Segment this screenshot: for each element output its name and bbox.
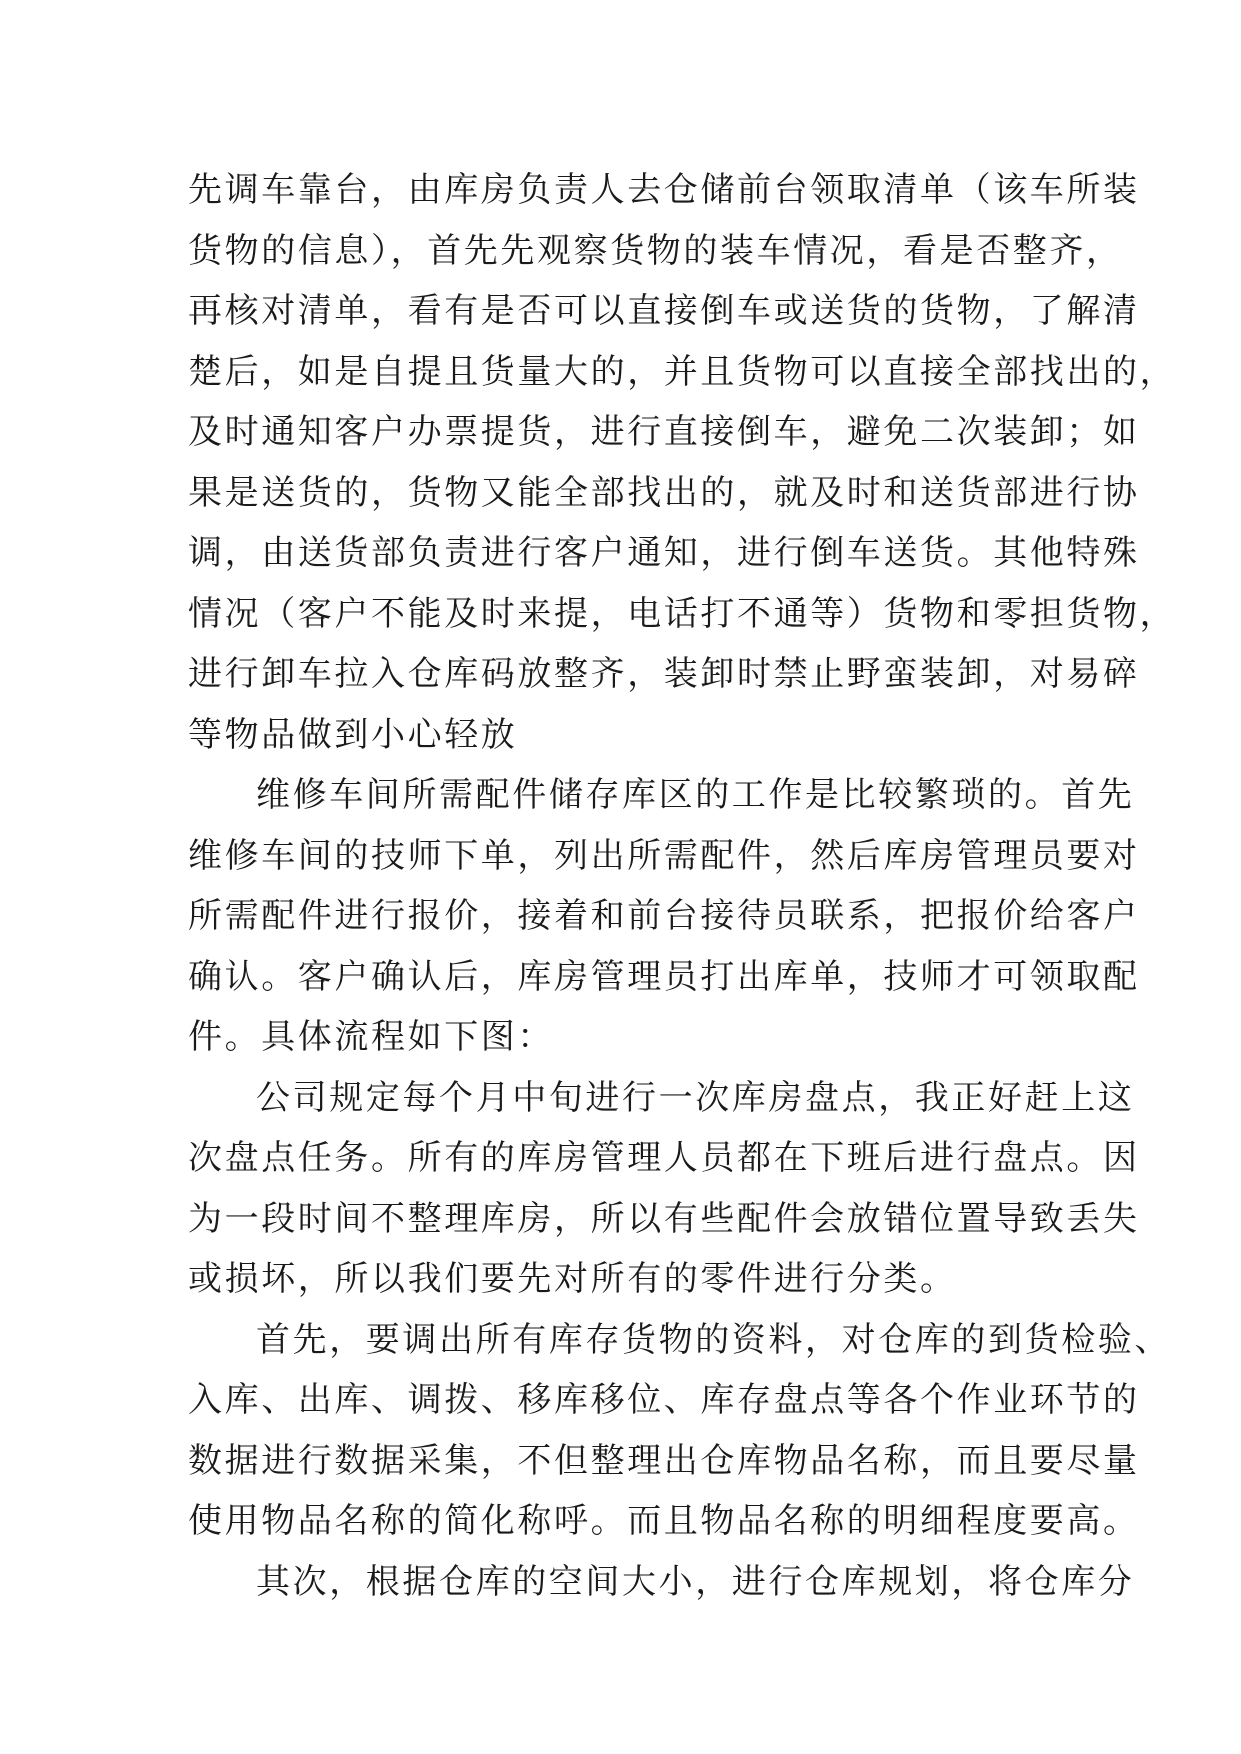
text-line: 维修车间所需配件储存库区的工作是比较繁琐的。首先 — [256, 775, 1135, 815]
text-line: 及时通知客户办票提货，进行直接倒车，避免二次装卸；如 — [188, 412, 1140, 452]
paragraph-inventory — [188, 1068, 1140, 1310]
text-line: 确认。客户确认后，库房管理员打出库单，技师才可领取配 — [188, 956, 1140, 997]
text-line: 公司规定每个月中旬进行一次库房盘点，我正好赶上这 — [256, 1077, 1135, 1118]
text-line: 次盘点任务。所有的库房管理人员都在下班后进行盘点。因 — [188, 1138, 1140, 1178]
text-line: 货物的信息），首先先观察货物的装车情况，看是否整齐， — [188, 230, 1123, 271]
text-line: 首先，要调出所有库存货物的资料，对仓库的到货检验、 — [256, 1319, 1171, 1360]
text-line: 入库、出库、调拨、移库移位、库存盘点等各个作业环节的 — [188, 1380, 1140, 1420]
text-line: 维修车间的技师下单，列出所需配件，然后库房管理员要对 — [188, 835, 1140, 876]
text-line: 再核对清单，看有是否可以直接倒车或送货的货物，了解清 — [188, 291, 1140, 331]
text-line: 件。具体流程如下图： — [188, 1017, 554, 1057]
text-line: 楚后，如是自提且货量大的，并且货物可以直接全部找出的， — [188, 351, 1177, 392]
text-line: 或损坏，所以我们要先对所有的零件进行分类。 — [188, 1259, 957, 1299]
text-line: 先调车靠台，由库房负责人去仓储前台领取清单（该车所装 — [188, 170, 1140, 210]
text-line: 进行卸车拉入仓库码放整齐，装卸时禁止野蛮装卸，对易碎 — [188, 654, 1140, 694]
body-text — [188, 160, 1177, 1612]
paragraph-second-step — [188, 1552, 1135, 1613]
text-line: 为一段时间不整理库房，所以有些配件会放错位置导致丢失 — [188, 1198, 1140, 1239]
text-line: 情况（客户不能及时来提，电话打不通等）货物和零担货物， — [188, 593, 1177, 634]
paragraph-repair-parts — [188, 765, 1140, 1068]
text-line: 其次，根据仓库的空间大小，进行仓库规划，将仓库分 — [256, 1561, 1135, 1602]
text-line: 所需配件进行报价，接着和前台接待员联系，把报价给客户 — [188, 896, 1140, 936]
text-line: 调，由送货部负责进行客户通知，进行倒车送货。其他特殊 — [188, 533, 1140, 573]
text-line: 使用物品名称的简化称呼。而且物品名称的明细程度要高。 — [188, 1501, 1140, 1541]
text-line: 果是送货的，货物又能全部找出的，就及时和送货部进行协 — [188, 472, 1140, 513]
paragraph-first-step — [188, 1310, 1171, 1552]
paragraph-unloading — [188, 160, 1177, 765]
text-line: 等物品做到小心轻放 — [188, 714, 518, 755]
text-line: 数据进行数据采集，不但整理出仓库物品名称，而且要尽量 — [188, 1440, 1140, 1481]
